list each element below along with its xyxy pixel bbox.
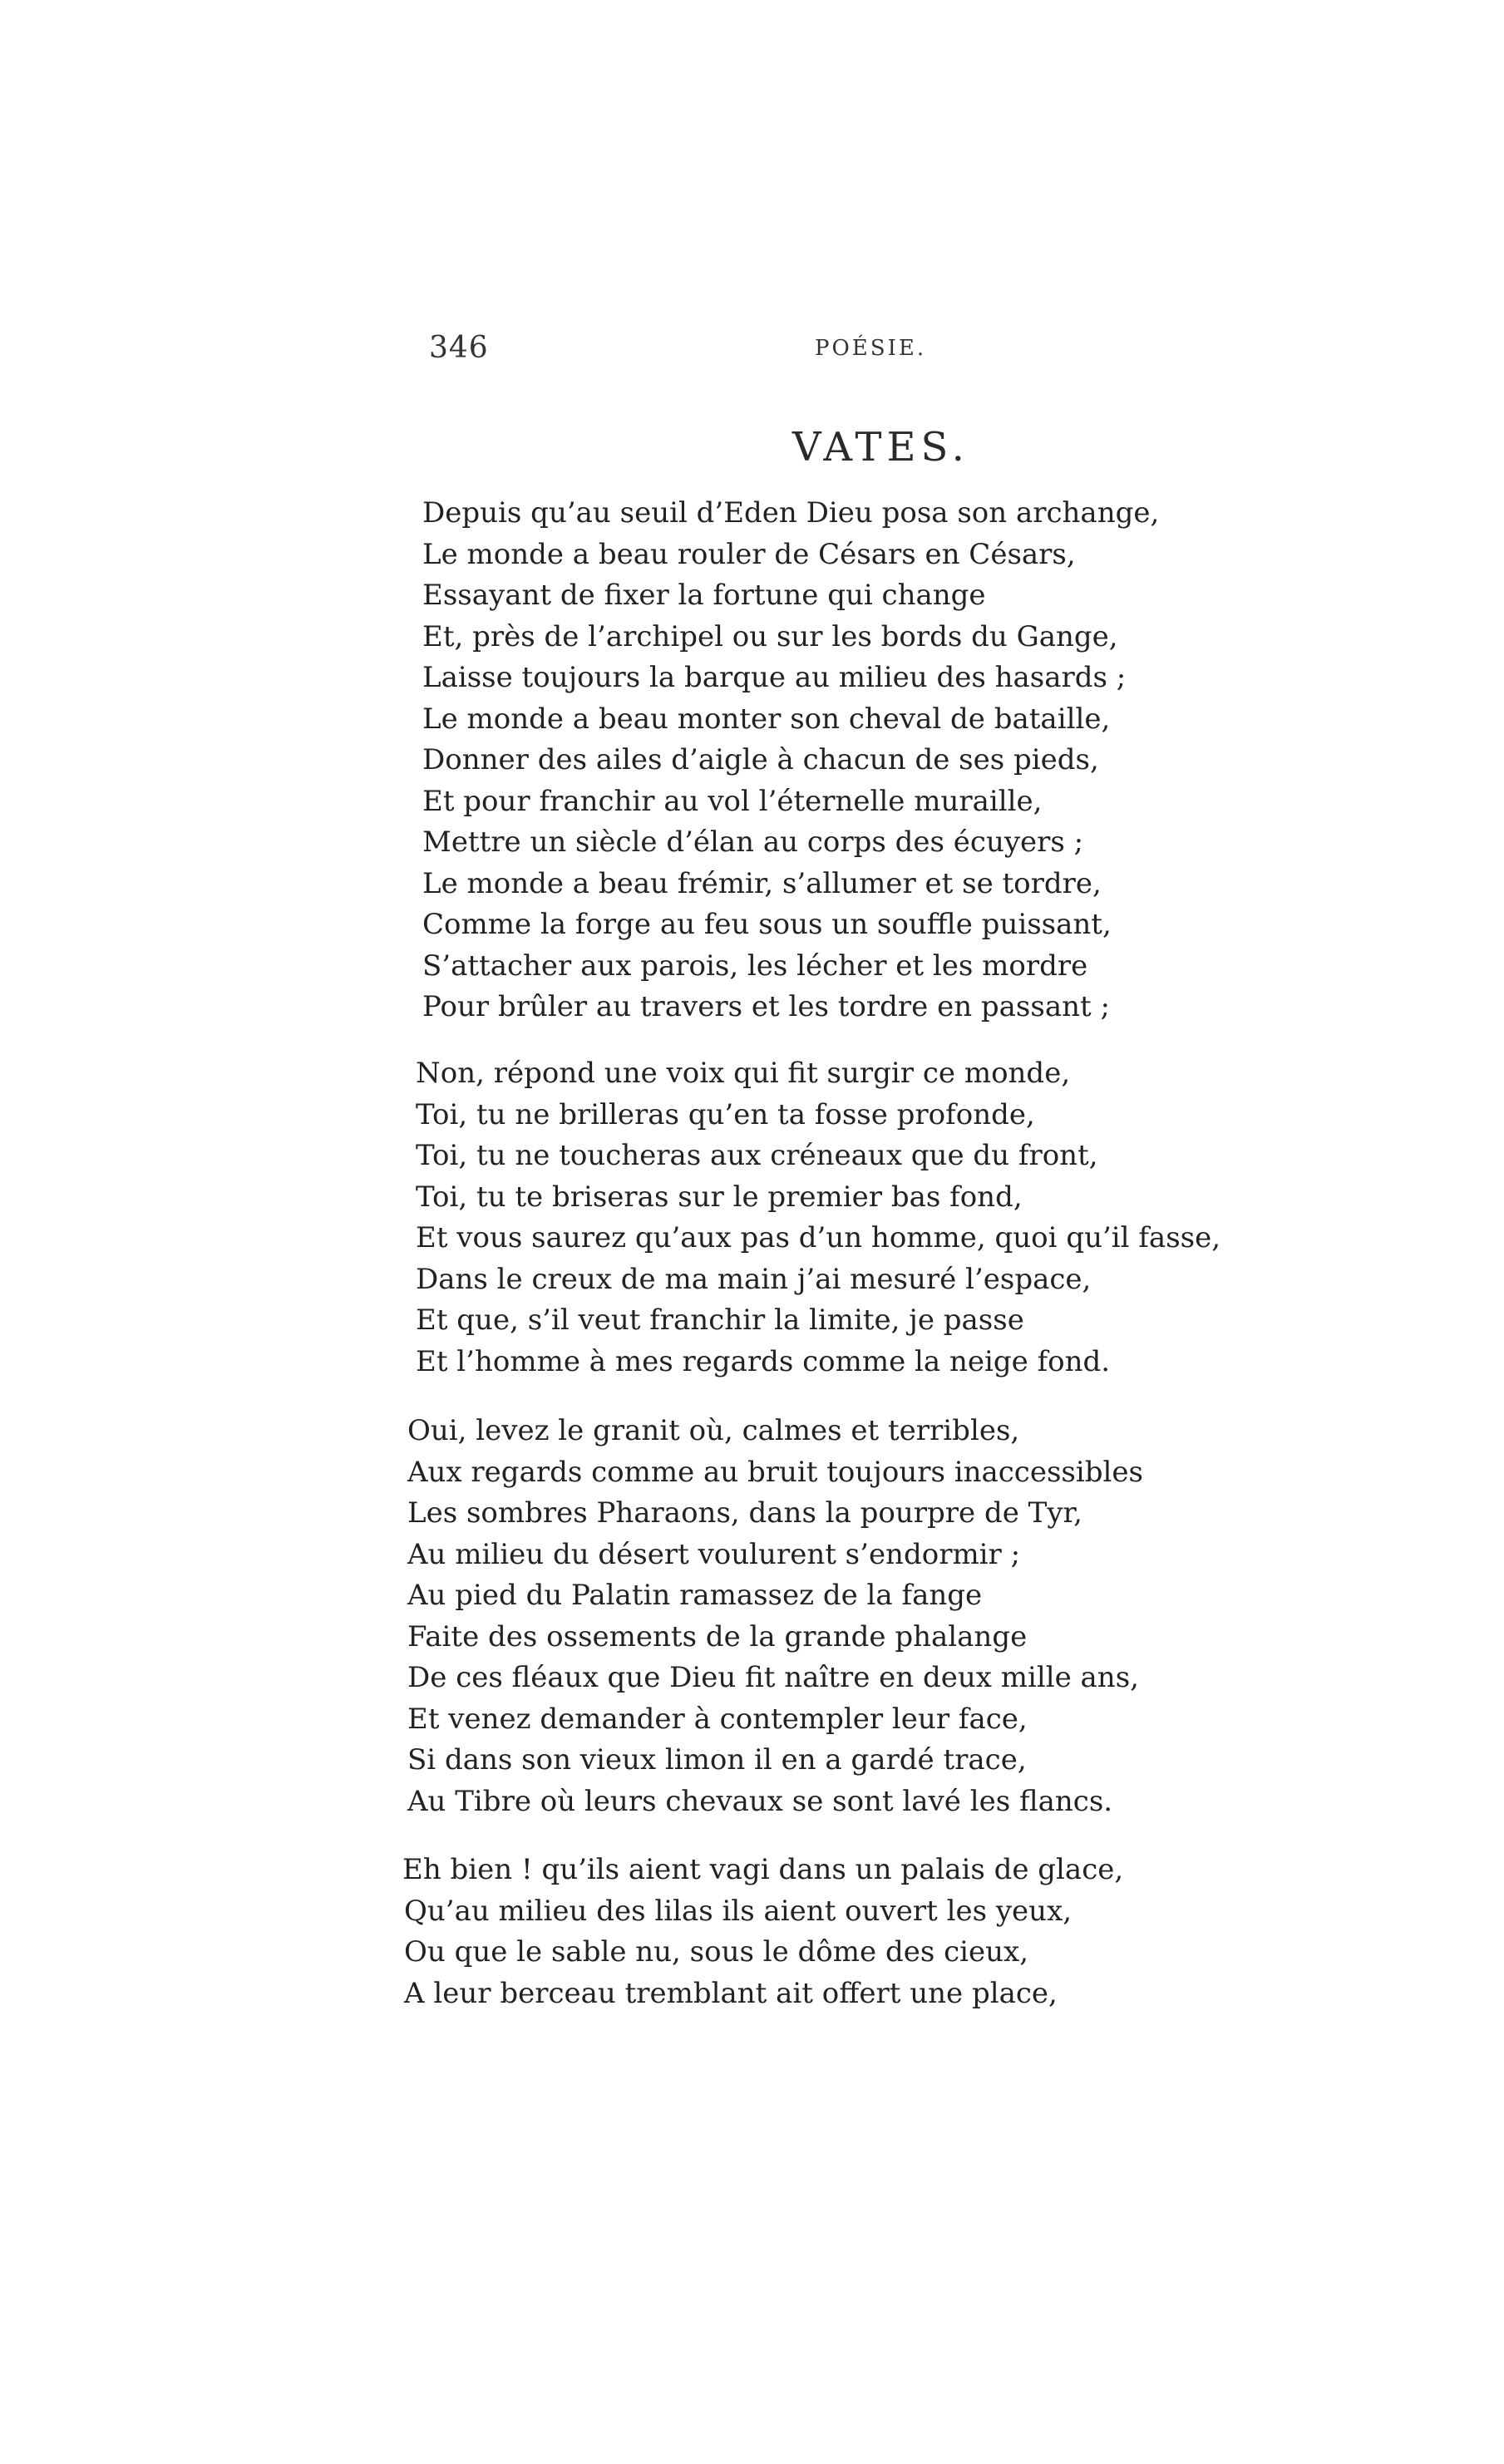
poem-title: VATES.	[792, 424, 969, 471]
verse-line: Dans le creux de ma main j’ai mesuré l’espace,	[416, 1262, 1092, 1296]
verse-line: De ces fléaux que Dieu fit naître en deux mille ans,	[407, 1661, 1139, 1694]
verse-line: Donner des ailes d’aigle à chacun de ses pieds,	[422, 743, 1099, 776]
stanza-3	[0, 1411, 1504, 1822]
verse-line: Le monde a beau monter son cheval de bataille,	[422, 702, 1111, 736]
verse-line: Le monde a beau frémir, s’allumer et se tordre,	[422, 866, 1102, 900]
verse-line: Toi, tu te briseras sur le premier bas fond,	[416, 1180, 1023, 1214]
verse-line: Si dans son vieux limon il en a gardé trace,	[407, 1743, 1027, 1777]
verse-line: Comme la forge au feu sous un souffle puissant,	[422, 908, 1112, 941]
verse-line: Et venez demander à contempler leur face,	[407, 1702, 1028, 1736]
stanza-2	[0, 1053, 1504, 1382]
verse-line: Le monde a beau rouler de Césars en Césars,	[422, 537, 1076, 571]
verse-line: Ou que le sable nu, sous le dôme des cieux,	[404, 1935, 1029, 1969]
verse-line: Qu’au milieu des lilas ils aient ouvert les yeux,	[404, 1894, 1073, 1928]
page-number: 346	[429, 331, 489, 365]
verse-line: Les sombres Pharaons, dans la pourpre de Tyr,	[407, 1496, 1082, 1530]
verse-line: Et pour franchir au vol l’éternelle muraille,	[422, 784, 1043, 818]
verse-line: Depuis qu’au seuil d’Eden Dieu posa son archange,	[422, 496, 1160, 530]
verse-line: Pour brûler au travers et les tordre en passant ;	[422, 990, 1110, 1023]
verse-line: Et vous saurez qu’aux pas d’un homme, quoi qu’il fasse,	[416, 1221, 1221, 1254]
verse-line: Et l’homme à mes regards comme la neige fond.	[416, 1344, 1111, 1378]
verse-line: Toi, tu ne toucheras aux créneaux que du front,	[416, 1139, 1098, 1172]
verse-line: Mettre un siècle d’élan au corps des écuyers ;	[422, 825, 1084, 859]
running-head: POÉSIE.	[815, 336, 927, 361]
verse-line: Eh bien ! qu’ils aient vagi dans un palais de glace,	[402, 1853, 1124, 1886]
verse-line: Essayant de fixer la fortune qui change	[422, 579, 986, 612]
verse-line: S’attacher aux parois, les lécher et les mordre	[422, 949, 1088, 983]
verse-line: Non, répond une voix qui fit surgir ce monde,	[416, 1057, 1071, 1090]
verse-line: A leur berceau tremblant ait offert une place,	[404, 1976, 1058, 2010]
verse-line: Aux regards comme au bruit toujours inaccessibles	[407, 1455, 1143, 1489]
verse-line: Faite des ossements de la grande phalange	[407, 1619, 1028, 1653]
verse-line: Toi, tu ne brilleras qu’en ta fosse profonde,	[416, 1097, 1035, 1131]
verse-line: Au milieu du désert voulurent s’endormir ;	[407, 1537, 1021, 1571]
verse-line: Et, près de l’archipel ou sur les bords du Gange,	[422, 619, 1118, 653]
verse-line: Et que, s’il veut franchir la limite, je passe	[416, 1303, 1024, 1337]
verse-line: Au Tibre où leurs chevaux se sont lavé les flancs.	[407, 1784, 1113, 1818]
stanza-1	[0, 493, 1504, 1028]
stanza-4	[0, 1850, 1504, 2014]
verse-line: Laisse toujours la barque au milieu des hasards ;	[422, 661, 1127, 694]
verse-line: Au pied du Palatin ramassez de la fange	[407, 1579, 983, 1612]
verse-line: Oui, levez le granit où, calmes et terribles,	[407, 1414, 1020, 1447]
